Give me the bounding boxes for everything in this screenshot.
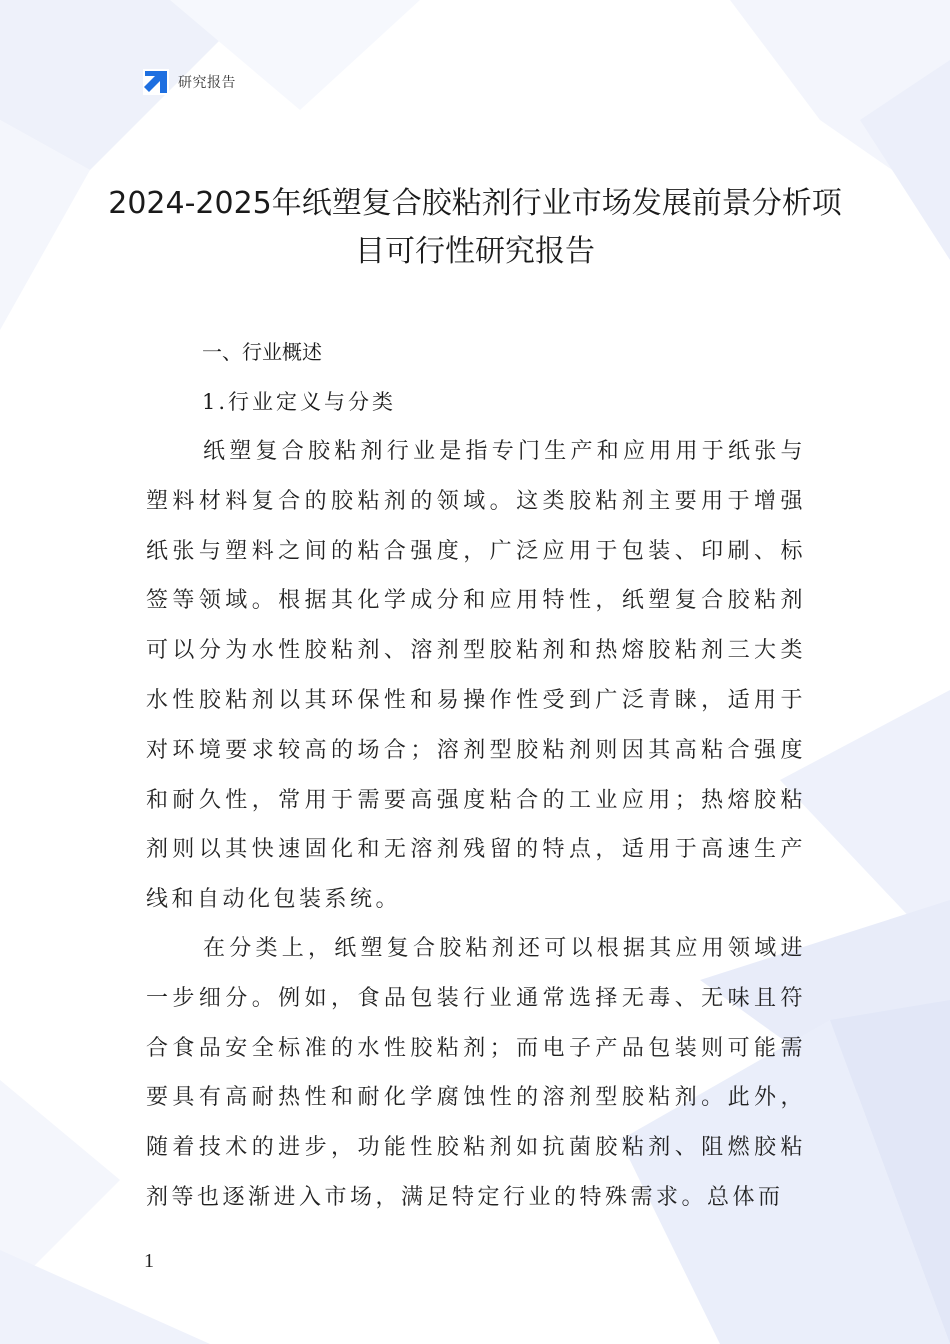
page-number: 1 [144,1250,154,1272]
arrow-up-right-icon [143,69,169,95]
document-title: 2024-2025年纸塑复合胶粘剂行业市场发展前景分析项目可行性研究报告 [108,186,842,269]
report-header [143,68,236,96]
body-paragraph: 在分类上，纸塑复合胶粘剂还可以根据其应用领域进一步细分。例如，食品包装行业通常选择无毒、无味且符合食品安全标准的水性胶粘剂；而电子产品包装则可能需要具有高耐热性和耐化学腐蚀性的溶剂型胶粘剂。此外，随着技术的进步，功能性胶粘剂如抗菌胶粘剂、阻燃胶粘剂等也逐渐进入市场，满足特定行业的特殊需求。总体而 [146,936,806,1210]
body-paragraph: 纸塑复合胶粘剂行业是指专门生产和应用用于纸张与塑料材料复合的胶粘剂的领域。这类胶粘剂主要用于增强纸张与塑料之间的粘合强度，广泛应用于包装、印刷、标签等领域。根据其化学成分和应用特性，纸塑复合胶粘剂可以分为水性胶粘剂、溶剂型胶粘剂和热熔胶粘剂三大类水性胶粘剂以其环保性和易操作性受到广泛青睐，适用于对环境要求较高的场合；溶剂型胶粘剂则因其高粘合强度和耐久性，常用于需要高强度粘合的工业应用；热熔胶粘剂则以其快速固化和无溶剂残留的特点，适用于高速生产线和自动化包装系统。 [146,439,806,913]
subsection-heading: 1.行业定义与分类 [202,390,397,414]
section-heading: 一、行业概述 [202,340,322,364]
header-label: 研究报告 [178,75,236,91]
